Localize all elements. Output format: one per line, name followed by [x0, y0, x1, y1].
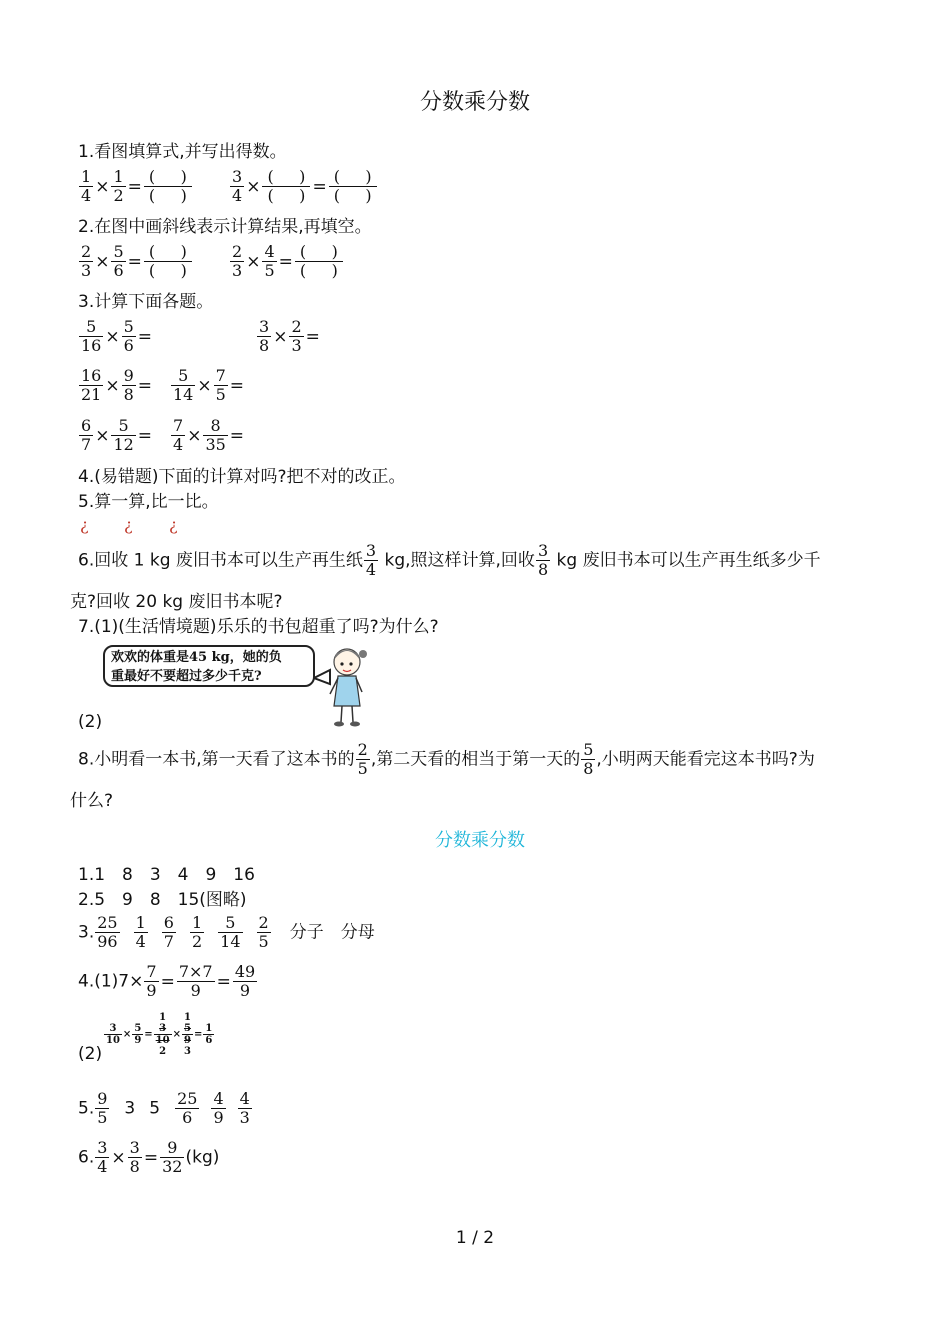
fraction: $\frac{5}{6}$ — [113, 242, 124, 280]
fraction: $\frac{1}{2}$ — [113, 167, 124, 205]
speech-bubble — [103, 645, 315, 687]
q3-item: $\frac{3}{8}$ × $\frac{2}{3}$ = — [259, 317, 320, 355]
answer-4-image: $\frac{3}{10}$ × $\frac{5}{9}$ = 1 $\frac{3}{10}$ 2 × 1 $\frac{5}{9}$ 3 = $\frac{1}{6}$ — [106, 1012, 213, 1057]
q3-item: $\frac{16}{21}$ × $\frac{9}{8}$ = — [81, 366, 153, 404]
question-3: 3.计算下面各题。 — [78, 292, 214, 312]
girl-illustration — [314, 640, 374, 730]
question-5: 5.算一算,比一比。 — [78, 492, 219, 512]
fraction: $\frac{2}{3}$ — [232, 242, 243, 280]
answer-4: 4.(1)7× $\frac{7}{9}$ = $\frac{7\times 7}{9}$ = $\frac{49}{9}$ — [78, 962, 256, 1000]
answer-blank[interactable]: ( ) ( ) — [295, 243, 343, 280]
fraction: $\frac{4}{5}$ — [264, 242, 275, 280]
answer-1: 1.1 8 3 4 9 16 — [78, 865, 255, 885]
q3-item: $\frac{5}{16}$ × $\frac{5}{6}$ = — [81, 317, 153, 355]
fraction: $\frac{2}{3}$ — [81, 242, 92, 280]
question-7-part2: (2) — [78, 712, 103, 732]
question-4: 4.(易错题)下面的计算对吗?把不对的改正。 — [78, 467, 406, 487]
answer-blank[interactable]: ( ) ( ) — [144, 168, 192, 205]
question-6-line2: 克?回收 20 kg 废旧书本呢? — [70, 592, 283, 612]
q3-item: $\frac{5}{14}$ × $\frac{7}{5}$ = — [173, 366, 245, 404]
answer-4-part2: (2) — [78, 1044, 103, 1064]
answer-blank[interactable]: ( ) ( ) — [262, 168, 310, 205]
answer-6: 6. $\frac{3}{4}$ × $\frac{3}{8}$ = $\frac{9}{32}$ (kg) — [78, 1138, 220, 1176]
question-1: 1.看图填算式,并写出得数。 — [78, 142, 287, 162]
missing-glyph: ¿ — [124, 515, 133, 534]
fraction: $\frac{1}{4}$ — [81, 167, 92, 205]
fraction: $\frac{3}{4}$ — [232, 167, 243, 205]
q1-expression-a: $\frac{1}{4}$ × $\frac{1}{2}$ = ( ) ( ) — [78, 168, 193, 205]
answer-5: 5. $\frac{9}{5}$ 3 5 $\frac{25}{6}$ $\frac{4}{9}$ $\frac{4}{3}$ — [78, 1089, 250, 1127]
q2-expression-b: $\frac{2}{3}$ × $\frac{4}{5}$ = ( ) ( ) — [229, 243, 344, 280]
answer-blank[interactable]: ( ) ( ) — [329, 168, 377, 205]
missing-glyph: ¿ — [169, 515, 178, 534]
answers-title: 分数乘分数 — [435, 830, 525, 851]
question-8: 8.小明看一本书,第一天看了这本书的 $\frac{2}{5}$ ,第二天看的相当于第一天的 $\frac{5}{8}$ ,小明两天能看完这本书吗?为 — [78, 740, 815, 778]
bubble-line: 重最好不要超过多少千克? — [111, 669, 262, 684]
question-6: 6.回收 1 kg 废旧书本可以生产再生纸 $\frac{3}{4}$ kg,照这样计算,回收 $\frac{3}{8}$ kg 废旧书本可以生产再生纸多少千 — [78, 541, 821, 579]
q3-item: $\frac{7}{4}$ × $\frac{8}{35}$ = — [173, 416, 245, 454]
answer-blank[interactable]: ( ) ( ) — [144, 243, 192, 280]
page-title: 分数乘分数 — [419, 90, 530, 115]
question-8-line2: 什么? — [70, 791, 114, 811]
answer-3: 3. $\frac{25}{96}$ $\frac{1}{4}$ $\frac{6}{7}$ $\frac{1}{2}$ $\frac{5}{14}$ $\frac{2}{5}$ 分子 分母 — [78, 913, 375, 951]
q3-item: $\frac{6}{7}$ × $\frac{5}{12}$ = — [81, 416, 153, 454]
page-number: 1 / 2 — [455, 1228, 495, 1248]
missing-glyph: ¿ — [80, 515, 89, 534]
bubble-line: 欢欢的体重是45 kg，她的负 — [111, 650, 282, 665]
answer-2: 2.5 9 8 15(图略) — [78, 890, 247, 910]
question-2: 2.在图中画斜线表示计算结果,再填空。 — [78, 217, 372, 237]
question-7: 7.(1)(生活情境题)乐乐的书包超重了吗?为什么? — [78, 617, 439, 637]
q1-expression-b: $\frac{3}{4}$ × ( ) ( ) = ( ) ( ) — [229, 168, 378, 205]
q2-expression-a: $\frac{2}{3}$ × $\frac{5}{6}$ = ( ) ( ) — [78, 243, 193, 280]
